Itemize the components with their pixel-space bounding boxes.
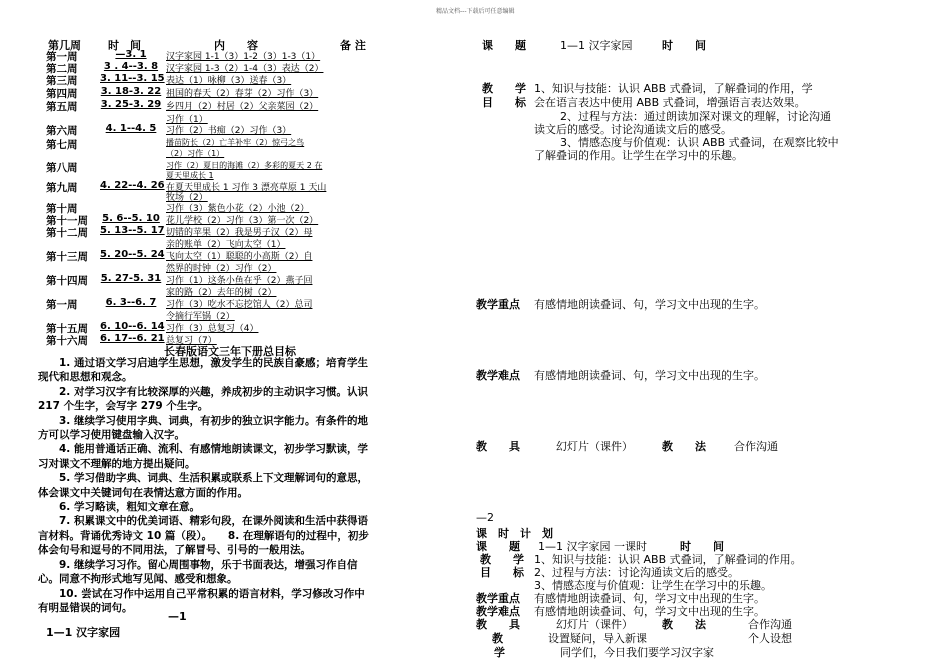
schedule-date: —3. 1 xyxy=(115,49,147,60)
goal-item: 4. 能用普通话正确、流利、有感情地朗读课文，初步学习默读，学习对课文不理解的地方提出疑问。 xyxy=(38,443,368,470)
lesson-topic: 1—1 汉字家园 xyxy=(560,39,633,52)
lesson-topic-label: 课 题 xyxy=(482,39,526,52)
schedule-week: 第一周 xyxy=(46,299,78,311)
schedule-date: 3. 18-3. 22 xyxy=(100,86,162,97)
schedule-week: 第十四周 xyxy=(46,275,88,287)
plan-topic-label: 课 题 xyxy=(476,540,520,553)
schedule-week: 第七周 xyxy=(46,139,78,151)
schedule-content: 花儿学校（2）习作（3）第一次（2） xyxy=(166,216,319,226)
schedule-date: 6. 10--6. 14 xyxy=(100,321,165,332)
lesson-tools-label: 教 具 xyxy=(476,440,520,453)
goal-item: 2. 对学习汉字有比较深厚的兴趣，养成初步的主动识字习惯。认识 217 个生字，会写字 279 个生字。 xyxy=(38,385,368,413)
schedule-week: 第一周 xyxy=(46,51,78,63)
lesson-key-label: 教学重点 xyxy=(476,298,520,311)
lesson-goal-label: 教 学 xyxy=(482,82,526,95)
goal-item: 6. 学习略读，粗知文章在意。 xyxy=(59,501,200,514)
schedule-content: 牧场（2） xyxy=(166,193,208,203)
schedule-content: 夏天里成长 1 xyxy=(166,171,214,180)
schedule-date: 4. 22--4. 26 xyxy=(100,180,165,191)
schedule-content: 切错的苹果（2）我是男子汉（2）母 xyxy=(166,228,313,238)
schedule-week: 第三周 xyxy=(46,75,78,87)
schedule-content: 习作（2）夏日的海滩（2）多彩的夏天 2 在 xyxy=(166,161,323,170)
plan-goal-label: 教 学 xyxy=(480,553,524,566)
schedule-content: 习作（3）总复习（4） xyxy=(166,324,259,334)
plan-row-text: 同学们，今日我们要学习汉字家 xyxy=(560,646,714,659)
plan-row-label: 学 xyxy=(494,646,505,659)
lesson-difficulty-label: 教学难点 xyxy=(476,369,520,382)
schedule-week: 第二周 xyxy=(46,63,78,75)
schedule-content: 乡四月（2）村居（2）父亲菜园（2） xyxy=(166,102,319,112)
lesson-goal-line: 2、过程与方法：通过朗读加深对课文的理解，讨论沟通 xyxy=(560,110,831,123)
schedule-date: 5. 20--5. 24 xyxy=(100,249,165,260)
lesson-tools: 幻灯片（课件） xyxy=(556,440,633,453)
goal-item: 3. 继续学习使用字典、词典，有初步的独立识字能力。有条件的地方可以学习使用键盘输入汉字。 xyxy=(38,414,368,442)
lesson-difficulty: 有感情地朗读叠词、句，学习文中出现的生字。 xyxy=(534,369,765,382)
plan-difficulty: 有感情地朗读叠词、句，学习文中出现的生字。 xyxy=(534,605,765,618)
plan-tools: 幻灯片（课件） xyxy=(556,618,633,631)
schedule-date: 3. 11--3. 15 xyxy=(100,73,165,84)
plan-goal-line: 3、情感态度与价值观：让学生在学习中的乐趣。 xyxy=(534,579,772,592)
lesson-method-label: 教 法 xyxy=(662,440,706,453)
schedule-content: 习作（2）书痴（2）习作（3） xyxy=(166,126,292,136)
schedule-content: 亲的账单（2）飞向太空（1） xyxy=(166,240,286,250)
schedule-content: 总复习（7） xyxy=(166,336,217,346)
schedule-week: 第五周 xyxy=(46,101,78,113)
schedule-header-week: 第几周 xyxy=(48,39,81,52)
schedule-week: 第十五周 xyxy=(46,323,88,335)
schedule-content: 习作（3）吃水不忘挖馆人（2）总司 xyxy=(166,300,313,310)
schedule-week: 第八周 xyxy=(46,162,78,174)
schedule-week: 第十二周 xyxy=(46,227,88,239)
goal-item: 9. 继续学习习作。留心周围事物，乐于书面表达，增强习作自信心。同意不拘形式地写见闻、感受和想象。 xyxy=(38,558,358,586)
schedule-content: 习作（1）这条小鱼在乎（2）燕子回 xyxy=(166,276,313,286)
plan-key-label: 教学重点 xyxy=(476,592,520,605)
plan-topic: 1—1 汉字家园 一课时 xyxy=(538,540,647,553)
goal-item: 10. 尝试在习作中运用自己平常积累的语言材料，学习修改习作中有明显错误的词句。 xyxy=(38,587,365,614)
plan-title: 课 时 计 划 xyxy=(476,527,553,540)
schedule-week: 第十一周 xyxy=(46,215,88,227)
schedule-content: 然界的时钟（2）习作（2） xyxy=(166,264,277,274)
schedule-week: 第四周 xyxy=(46,88,78,100)
plan-page-number: —2 xyxy=(476,511,494,524)
goal-item: 5. 学习借助字典、词典、生活积累或联系上下文理解词句的意思，体会课文中关键词句在表情达意方面的作用。 xyxy=(38,472,368,499)
schedule-header-time: 时 间 xyxy=(108,39,141,52)
lesson-method: 合作沟通 xyxy=(734,440,778,453)
schedule-content: 飞向太空（1）聪聪的小高斯（2）自 xyxy=(166,252,313,262)
schedule-week: 第十周 xyxy=(46,203,78,215)
plan-method-label: 教 法 xyxy=(662,618,706,631)
schedule-content: 家的路（2）去年的树（2） xyxy=(166,288,277,298)
plan-row-label: 教 xyxy=(492,632,503,645)
plan-goal-line: 1、知识与技能：认识 ABB 式叠词，了解叠词的作用。 xyxy=(534,553,802,566)
plan-row-text: 设置疑问，导入新课 xyxy=(548,632,647,645)
schedule-week: 第六周 xyxy=(46,125,78,137)
lesson-goal-line: 会在语言表达中使用 ABB 式叠词，增强语言表达效果。 xyxy=(534,96,806,109)
goal-item: 7. 积累课文中的优美词语、精彩句段，在课外阅读和生活中获得语言材料。背诵优秀诗文 10 篇（段）。 8. 在理解语句的过程中，初步体会句号和逗号的不同用法，了解冒号、引号的一般用法。 xyxy=(38,515,369,557)
plan-method: 合作沟通 xyxy=(748,618,792,631)
goals-title: 长春版语文三年下册总目标 xyxy=(164,345,296,358)
lesson-goal-line: 1、知识与技能：认识 ABB 式叠词，了解叠词的作用，学 xyxy=(534,82,813,95)
schedule-content: 在夏天里成长 1 习作 3 漂亮草原 1 天山 xyxy=(166,183,327,193)
plan-goal-line: 2、过程与方法：讨论沟通读文后的感受。 xyxy=(534,566,739,579)
left-footer: 1—1 汉字家园 xyxy=(46,626,121,639)
plan-row-right: 个人设想 xyxy=(748,632,792,645)
lesson-goal-line: 3、情感态度与价值观：认识 ABB 式叠词，在观察比较中 xyxy=(560,136,839,149)
schedule-week: 第十六周 xyxy=(46,335,88,347)
schedule-content: 表达（1）咏柳（3）送春（3） xyxy=(166,76,292,86)
schedule-content: （2）习作（1） xyxy=(166,149,225,158)
schedule-content: 播苗防长（2）亡羊补牢（2）惊弓之鸟 xyxy=(166,138,305,147)
schedule-content: 汉字家园 1-3（2）1-4（3）表达（2） xyxy=(166,64,324,74)
schedule-date: 6. 3--6. 7 xyxy=(105,297,157,308)
plan-difficulty-label: 教学难点 xyxy=(476,605,520,618)
left-page-number: —1 xyxy=(168,610,187,623)
lesson-key: 有感情地朗读叠词、句，学习文中出现的生字。 xyxy=(534,298,765,311)
schedule-header-note: 备 注 xyxy=(340,39,366,52)
plan-tools-label: 教 具 xyxy=(476,618,520,631)
plan-key: 有感情地朗读叠词、句，学习文中出现的生字。 xyxy=(534,592,765,605)
plan-time-label: 时 间 xyxy=(680,540,724,553)
lesson-time-label: 时 间 xyxy=(662,39,706,52)
schedule-date: 3. 25-3. 29 xyxy=(100,99,162,110)
schedule-date: 3 . 4--3. 8 xyxy=(103,61,159,72)
goal-item: 1. 通过语文学习启迪学生思想，激发学生的民族自豪感；培育学生现代和思想和观念。 xyxy=(38,357,368,384)
schedule-week: 第九周 xyxy=(46,182,78,194)
schedule-date: 6. 17--6. 21 xyxy=(100,333,165,344)
schedule-content: 令摘行军锅（2） xyxy=(166,312,235,322)
watermark: 精品文档---下载后可任意编辑 xyxy=(436,8,515,15)
schedule-content: 习作（1） xyxy=(166,115,208,125)
goals-list xyxy=(38,356,370,615)
lesson-goal-line: 读文后的感受。讨论沟通读文后的感受。 xyxy=(534,123,732,136)
schedule-date: 4. 1--4. 5 xyxy=(105,123,157,134)
schedule-header-content: 内 容 xyxy=(214,39,258,52)
schedule-date: 5. 6--5. 10 xyxy=(102,213,160,224)
lesson-goal-label: 目 标 xyxy=(482,96,526,109)
schedule-date: 5. 27-5. 31 xyxy=(100,273,162,284)
schedule-content: 习作（3）紫色小花（2）小池（2） xyxy=(166,204,310,214)
schedule-content: 祖国的春天（2）春芽（2）习作（3） xyxy=(166,89,319,99)
schedule-content: 汉字家园 1-1（3）1-2（3）1-3（1） xyxy=(166,52,321,62)
lesson-goal-line: 了解叠词的作用。让学生在学习中的乐趣。 xyxy=(534,149,743,162)
schedule-date: 5. 13--5. 17 xyxy=(100,225,165,236)
plan-goal-label: 目 标 xyxy=(480,566,524,579)
schedule-week: 第十三周 xyxy=(46,251,88,263)
